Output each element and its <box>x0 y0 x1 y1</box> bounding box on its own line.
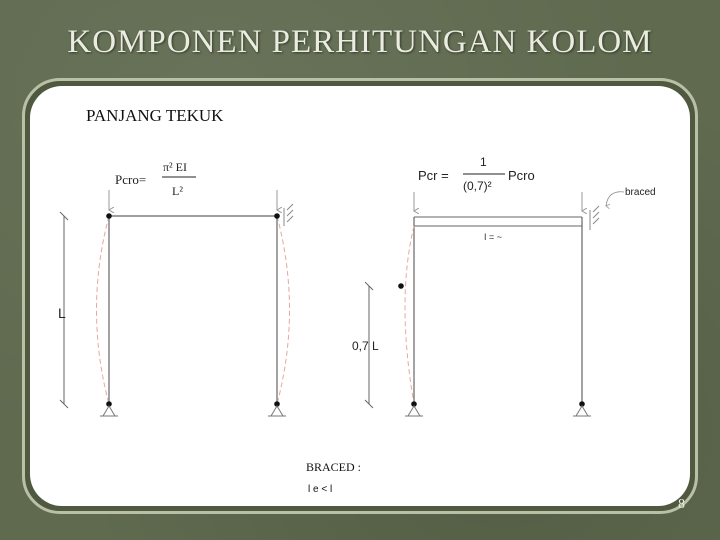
right-formula-rhs: Pcro <box>508 168 535 183</box>
braced-condition: l e < l <box>308 484 333 495</box>
right-length-label: 0,7 L <box>352 339 379 353</box>
right-formula-num: 1 <box>480 155 487 169</box>
left-formula-num: π² EI <box>163 160 187 174</box>
braced-note: braced <box>625 187 656 198</box>
left-lateral-brace <box>284 204 293 226</box>
left-buckle-shape-2 <box>277 216 290 404</box>
section-subtitle: PANJANG TEKUK <box>86 106 224 125</box>
right-lateral-brace <box>590 206 599 230</box>
left-pin-support-2 <box>268 406 286 416</box>
braced-note-leader <box>606 192 624 206</box>
right-pin-support-2 <box>573 406 591 416</box>
braced-heading: BRACED : <box>306 460 362 474</box>
left-formula-den: L² <box>172 184 183 198</box>
left-node-top-1 <box>106 213 112 219</box>
right-node-inflection <box>398 283 404 289</box>
right-formula-lhs: Pcr = <box>418 168 449 183</box>
right-buckle-shape <box>405 226 414 404</box>
beam-rigidity-note: I = ~ <box>484 232 503 242</box>
slide-title: KOMPONEN PERHITUNGAN KOLOM <box>67 24 653 60</box>
right-frame <box>352 155 656 416</box>
page-number: 8 <box>678 497 685 512</box>
left-pin-support-1 <box>100 406 118 416</box>
left-length-label: L <box>58 305 66 321</box>
right-formula-den: (0,7)² <box>463 179 492 193</box>
left-buckle-shape-1 <box>97 216 110 404</box>
right-pin-support-1 <box>405 406 423 416</box>
left-frame <box>58 160 293 416</box>
left-formula-lhs: Pcro= <box>115 172 147 187</box>
left-node-top-2 <box>274 213 280 219</box>
